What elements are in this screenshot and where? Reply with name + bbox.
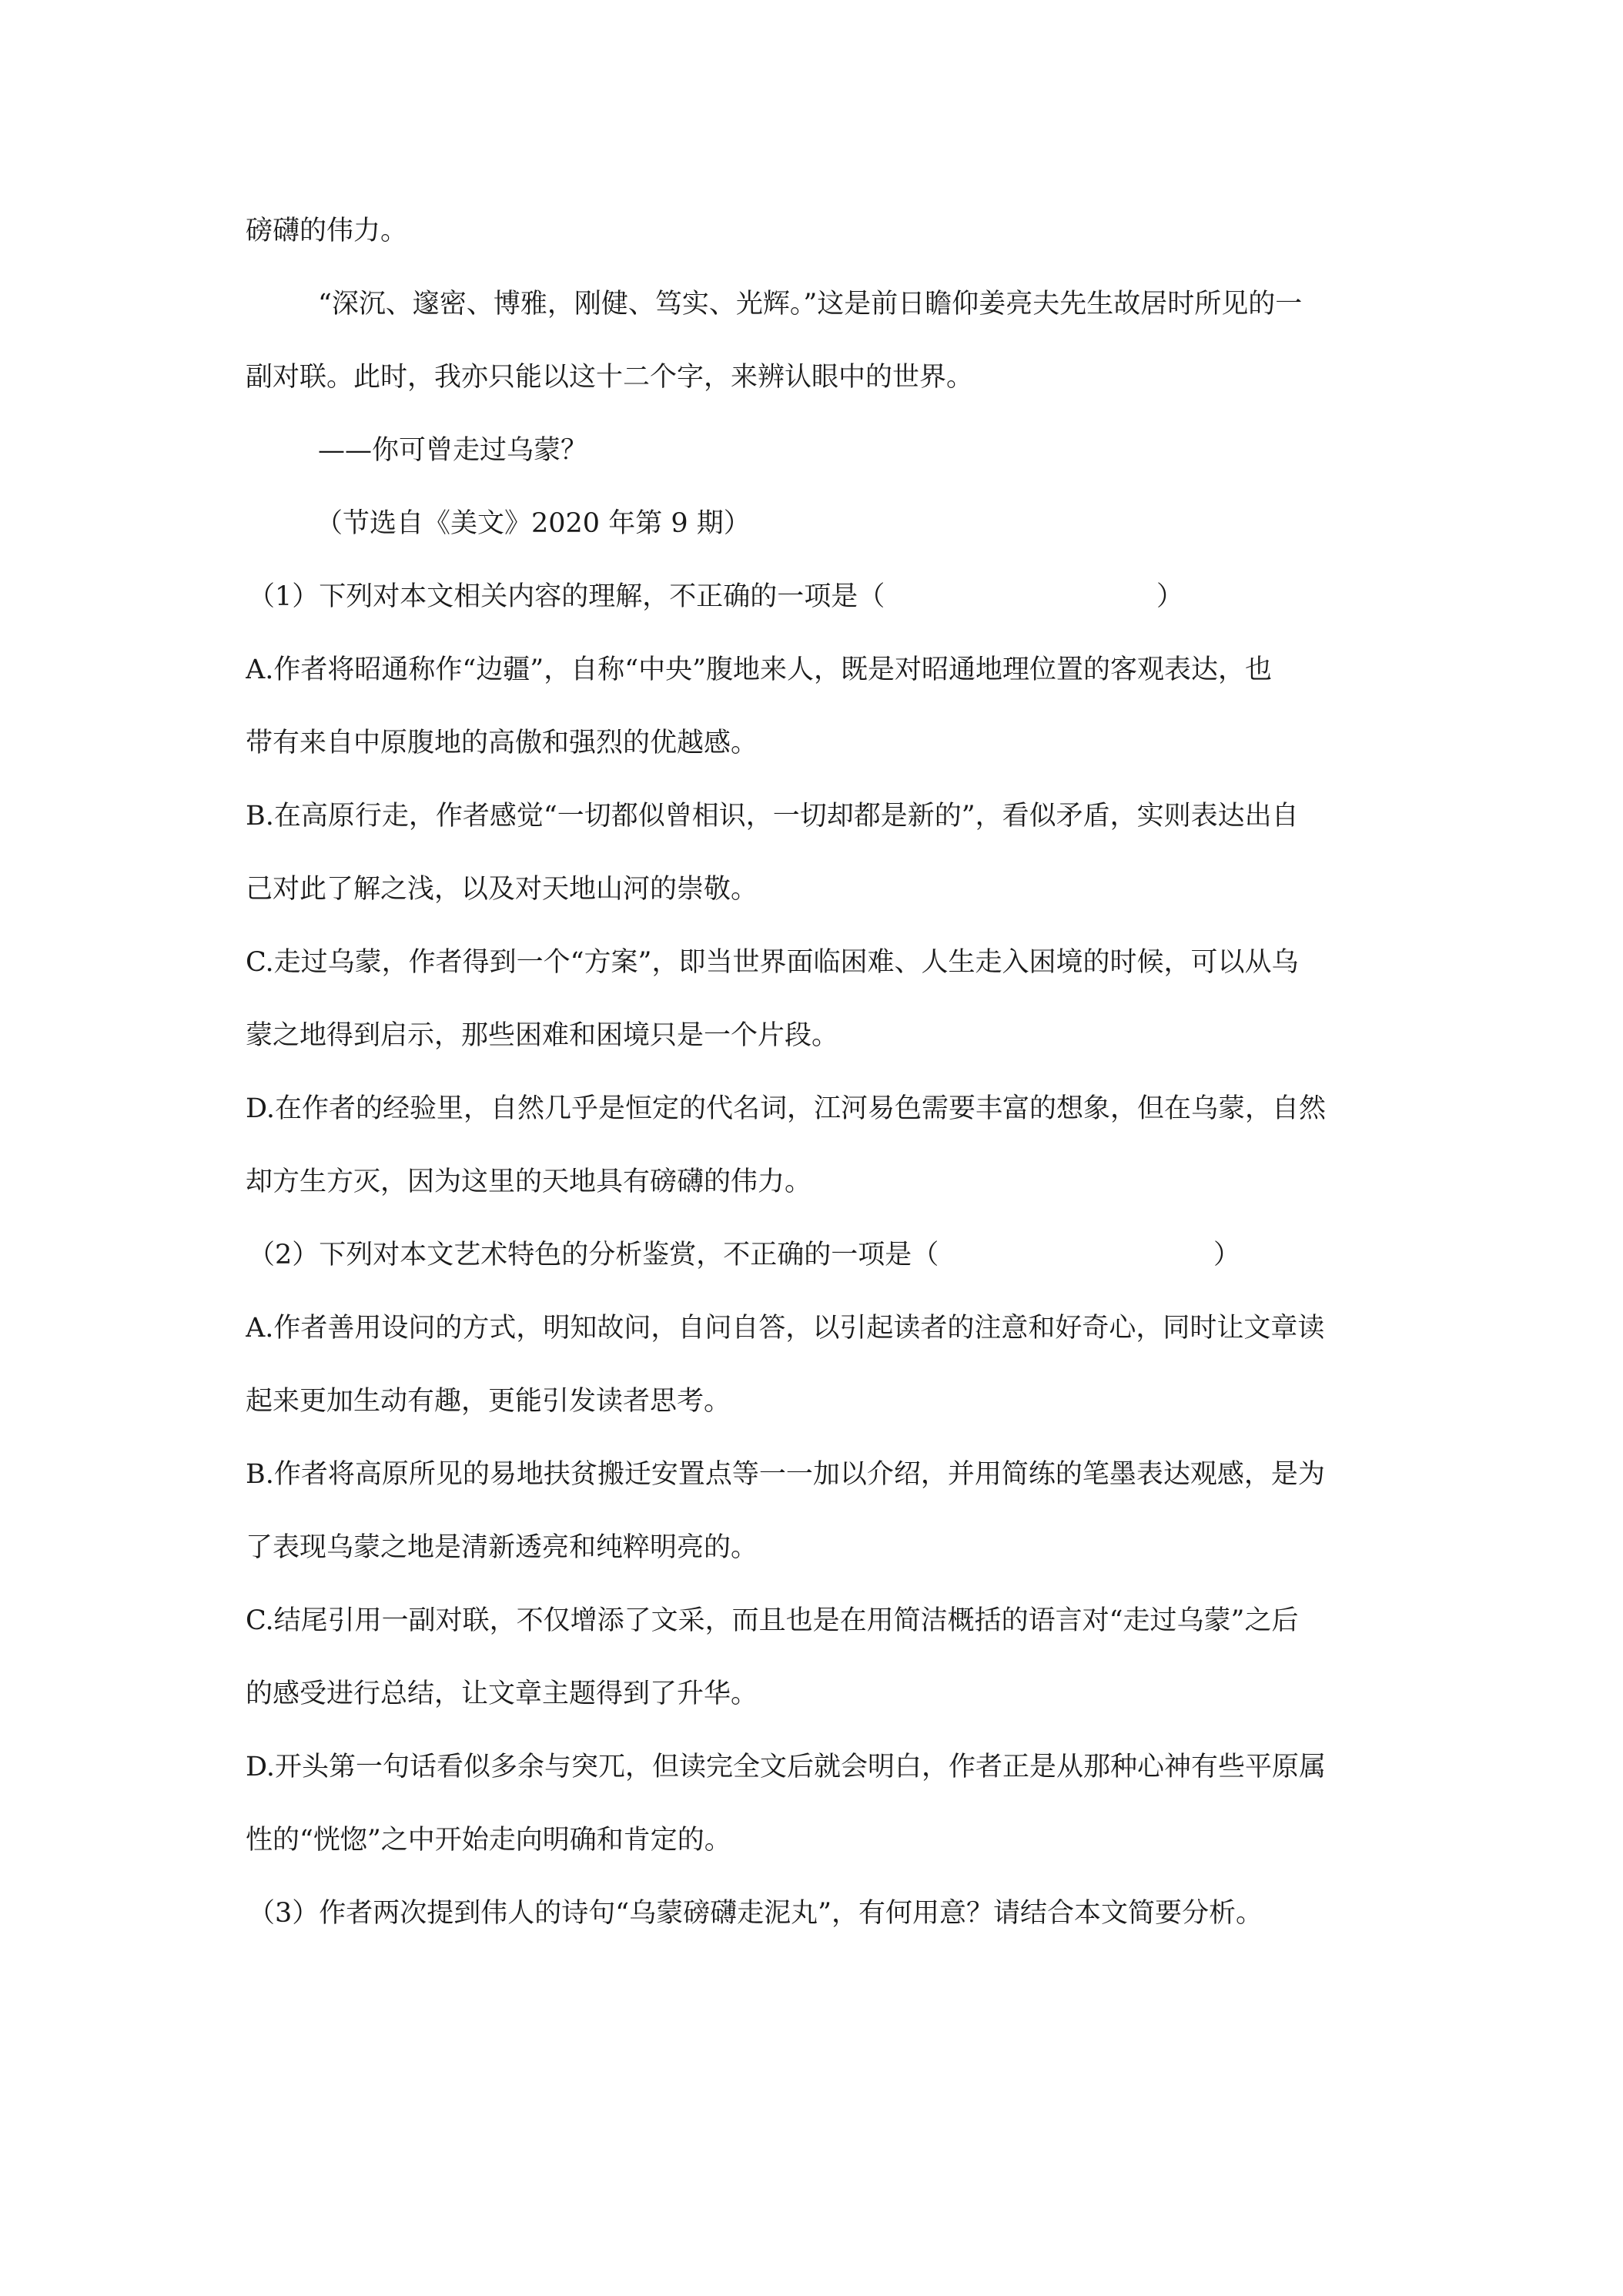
question-1-option-d: D.在作者的经验里，自然几乎是恒定的代名词，江河易色需要丰富的想象，但在乌蒙，自然: [246, 1093, 1326, 1124]
question-1-option-b-cont: 己对此了解之浅，以及对天地山河的崇敬。: [246, 874, 758, 905]
question-1-option-c-cont: 蒙之地得到启示，那些困难和困境只是一个片段。: [246, 1020, 839, 1051]
question-2-option-b-cont: 了表现乌蒙之地是清新透亮和纯粹明亮的。: [246, 1532, 758, 1563]
passage-couplet-line: “深沉、邃密、博雅，刚健、笃实、光辉。”这是前日瞻仰姜亮夫先生故居时所见的一: [318, 289, 1303, 320]
question-1-option-b: B.在高原行走，作者感觉“一切都似曾相识，一切却都是新的”，看似矛盾，实则表达出自: [246, 801, 1299, 832]
question-2-option-d-cont: 性的“恍惚”之中开始走向明确和肯定的。: [246, 1825, 731, 1856]
question-3-stem: （3）作者两次提到伟人的诗句“乌蒙磅礴走泥丸”，有何用意？请结合本文简要分析。: [248, 1898, 1263, 1929]
question-1-option-d-cont: 却方生方灭，因为这里的天地具有磅礴的伟力。: [246, 1166, 812, 1197]
question-1-option-c: C.走过乌蒙，作者得到一个“方案”，即当世界面临困难、人生走入困境的时候，可以从乌: [246, 947, 1299, 978]
question-2-option-a-cont: 起来更加生动有趣，更能引发读者思考。: [246, 1386, 731, 1417]
question-2-option-d: D.开头第一句话看似多余与突兀，但读完全文后就会明白，作者正是从那种心神有些平原属: [246, 1752, 1326, 1782]
passage-source: （节选自《美文》2020 年第 9 期）: [316, 508, 751, 539]
question-2-option-c: C.结尾引用一副对联，不仅增添了文采，而且也是在用简洁概括的语言对“走过乌蒙”之后: [246, 1605, 1299, 1636]
question-2-option-c-cont: 的感受进行总结，让文章主题得到了升华。: [246, 1678, 758, 1709]
question-1-option-a: A.作者将昭通称作“边疆”，自称“中央”腹地来人，既是对昭通地理位置的客观表达，也: [246, 654, 1272, 685]
question-1-option-a-cont: 带有来自中原腹地的高傲和强烈的优越感。: [246, 728, 758, 758]
question-1-stem: （1）下列对本文相关内容的理解，不正确的一项是（: [248, 581, 885, 612]
passage-text-line: 磅礴的伟力。: [246, 216, 408, 246]
question-2-answer-paren: ）: [1213, 1240, 1241, 1270]
question-2-option-b: B.作者将高原所见的易地扶贫搬迁安置点等一一加以介绍，并用简练的笔墨表达观感，是为: [246, 1459, 1325, 1490]
question-2-stem: （2）下列对本文艺术特色的分析鉴赏，不正确的一项是（: [248, 1240, 939, 1270]
question-1-answer-paren: ）: [1156, 581, 1184, 612]
passage-couplet-line: 副对联。此时，我亦只能以这十二个字，来辨认眼中的世界。: [246, 362, 974, 393]
question-2-option-a: A.作者善用设问的方式，明知故问，自问自答，以引起读者的注意和好奇心，同时让文章读: [246, 1313, 1325, 1344]
passage-closing: ——你可曾走过乌蒙？: [318, 435, 588, 466]
